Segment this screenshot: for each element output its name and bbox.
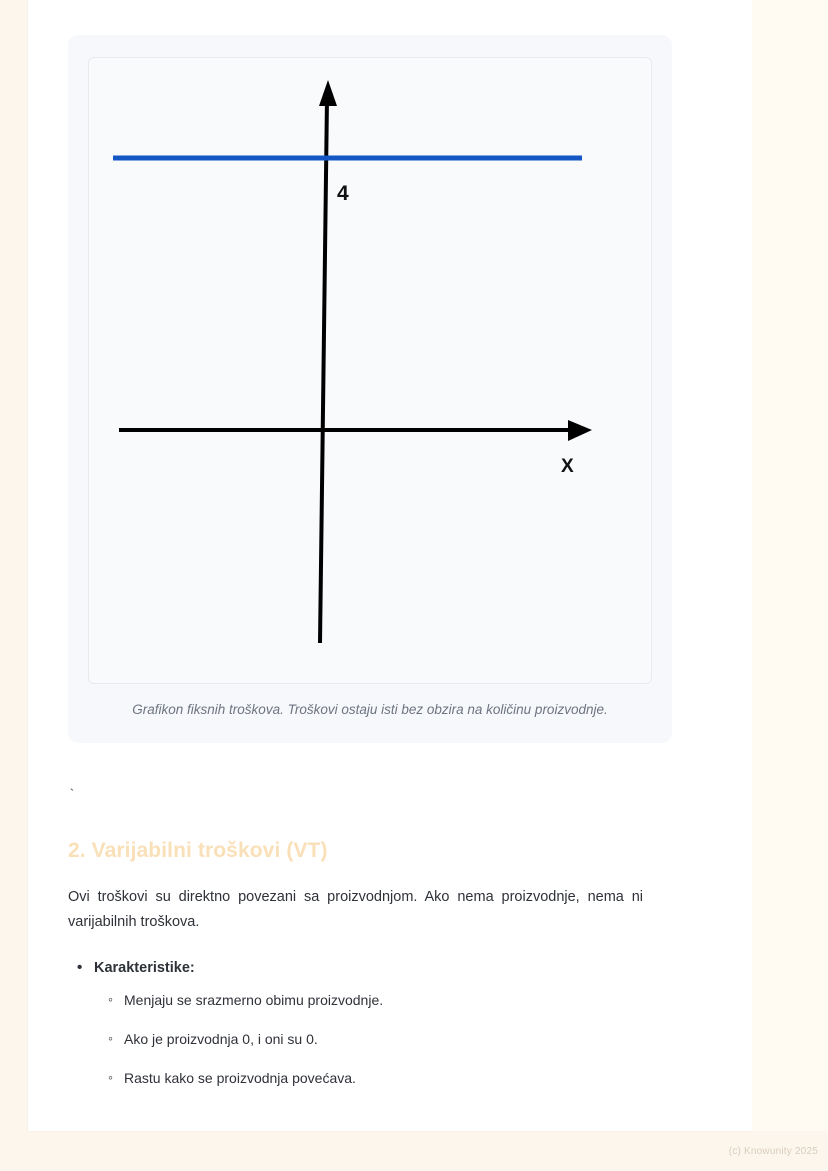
sub-bullet-list [94, 990, 712, 1089]
list-item: ◦ Ako je proizvodnja 0, i oni su 0. [124, 1029, 712, 1050]
x-axis-label: X [561, 456, 574, 477]
section-heading: 2. Varijabilni troškovi (VT) [68, 838, 328, 862]
y-axis [320, 98, 327, 643]
figure-card [68, 35, 672, 743]
graph-svg [89, 58, 609, 683]
y-axis-arrow-icon [319, 80, 337, 106]
bullet-list [68, 960, 712, 1089]
copyright-notice: (c) Knowunity 2025 [728, 1146, 818, 1157]
page-right-margin [752, 0, 828, 1131]
fixed-cost-graph [88, 57, 652, 684]
list-item: ◦ Menjaju se srazmerno obimu proizvodnje. [124, 990, 712, 1011]
list-item: ◦ Rastu kako se proizvodnja povećava. [124, 1068, 712, 1089]
code-tick-text: ` [68, 786, 76, 802]
document-content [68, 0, 712, 1107]
x-axis-arrow-icon [568, 420, 592, 441]
section-paragraph: Ovi troškovi su direktno povezani sa proizvodnjom. Ako nema proizvodnje, nema ni varijabilnih troškova. [68, 888, 643, 931]
page-sheet [28, 0, 752, 1131]
figure-caption: Grafikon fiksnih troškova. Troškovi ostaju isti bez obzira na količinu proizvodnje. [132, 702, 608, 717]
list-item [94, 960, 712, 1089]
line-value-label: 4 [337, 182, 349, 205]
bullet-label: Karakteristike: [94, 959, 195, 976]
